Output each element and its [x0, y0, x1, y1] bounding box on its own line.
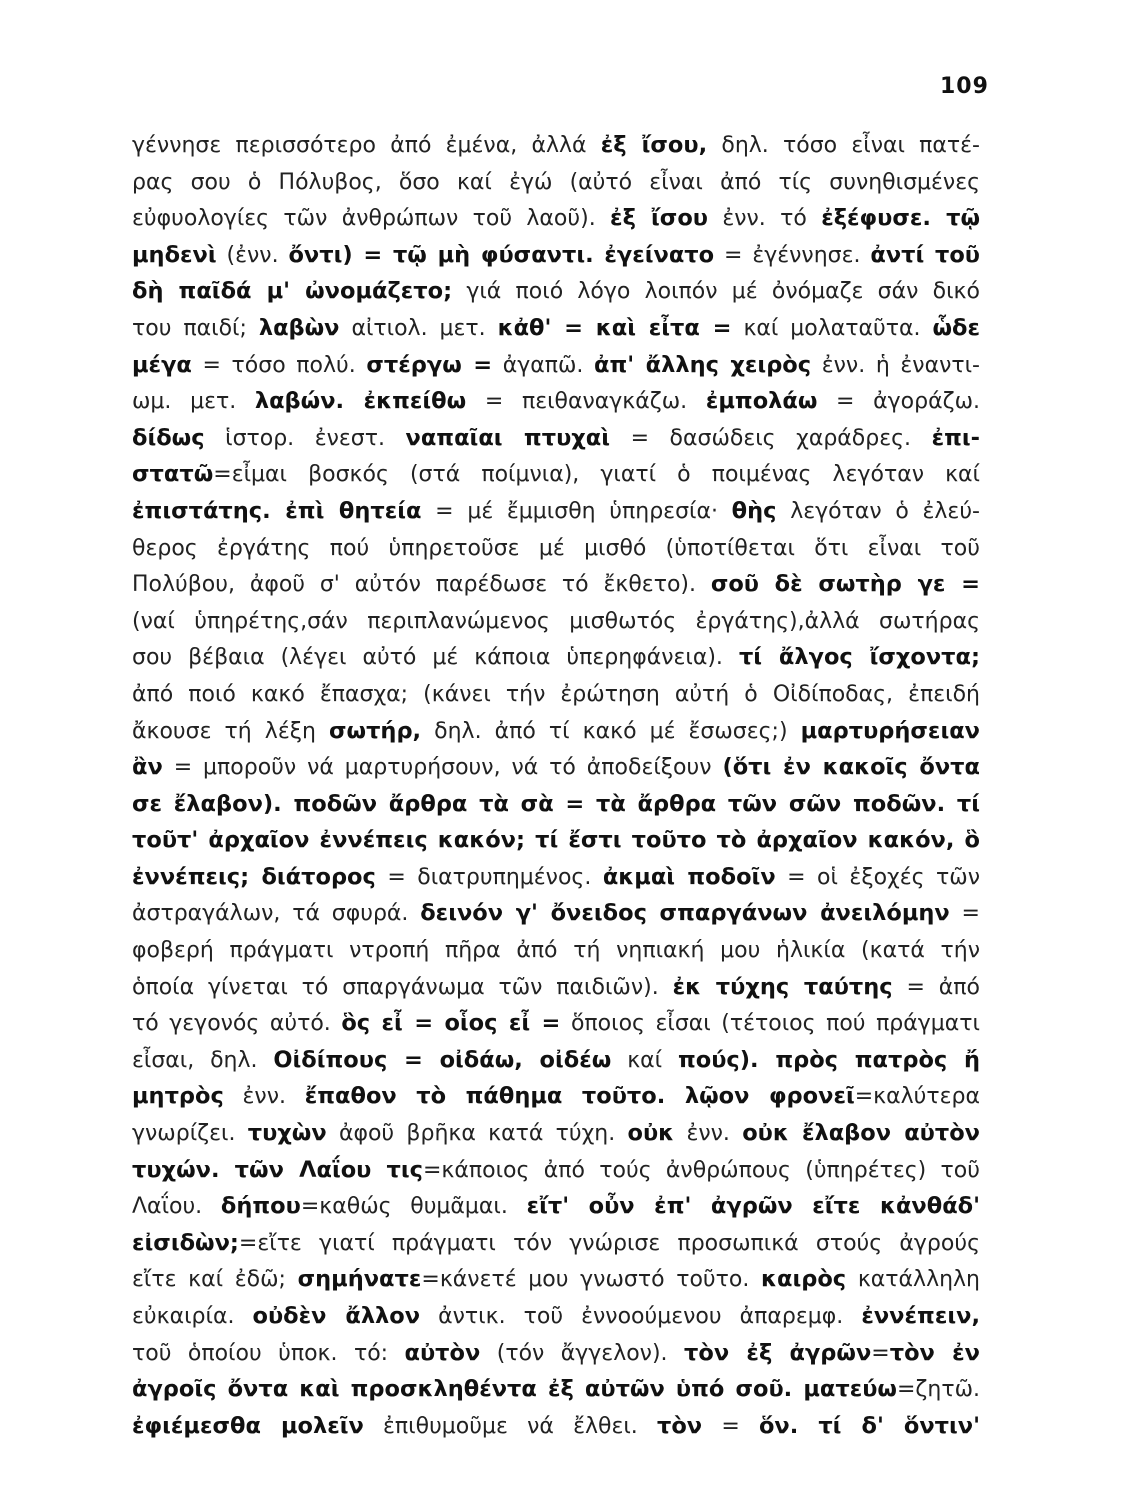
lemma-term: καιρὸς: [761, 1266, 847, 1293]
lemma-term: ἀγροῖς ὄντα καὶ προσκληθέντα ἐξ αὐτῶν ὑπό σοῦ. ματεύω: [132, 1376, 897, 1403]
gloss-text: =καλύτερα: [854, 1084, 980, 1110]
text-line: [132, 1187, 980, 1224]
text-line: [132, 748, 980, 785]
lemma-term: ἐπιστάτης. ἐπὶ θητεία: [132, 497, 422, 524]
lemma-term: στέργω =: [366, 351, 493, 378]
lemma-term: κἀθ' = καὶ εἶτα =: [497, 314, 732, 341]
gloss-text: = ἐγέννησε.: [714, 242, 871, 268]
gloss-text: = δασώδεις χαράδρες.: [610, 425, 932, 451]
lemma-term: ἐξ ἴσου: [610, 205, 708, 232]
gloss-text: φοβερή πράγματι ντροπή πῆρα ἀπό τή νηπιακή μου ἡλικία (κατά τήν: [132, 938, 980, 964]
lemma-term: τυχὼν: [247, 1120, 327, 1147]
gloss-text: εἶσαι, δηλ.: [132, 1047, 274, 1073]
text-line: [132, 1260, 980, 1297]
gloss-text: εὐφυολογίες τῶν ἀνθρώπων τοῦ λαοῦ).: [132, 206, 611, 232]
text-line: [132, 1041, 980, 1078]
gloss-text: σου βέβαια (λέγει αὐτό μέ κάποια ὑπερηφάνεια).: [132, 645, 739, 671]
gloss-text: ὁποία γίνεται τό σπαργάνωμα τῶν παιδιῶν).: [132, 974, 673, 1000]
text-line: [132, 638, 980, 675]
lemma-term: (ὅτι ἐν κακοῖς ὄντα: [722, 754, 980, 781]
lemma-term: εἴτ' οὖν ἐπ' ἀγρῶν εἴτε κἀνθάδ': [526, 1193, 980, 1220]
gloss-text: θερος ἐργάτης πού ὑπηρετοῦσε μέ μισθό (ὑποτίθεται ὅτι εἶναι τοῦ: [132, 535, 980, 561]
text-line: [132, 675, 980, 712]
gloss-text: Λαΐου.: [132, 1194, 221, 1220]
text-line: [132, 529, 980, 566]
lemma-term: ὅν. τί δ' ὅντιν': [758, 1412, 980, 1439]
lemma-term: στατῶ: [132, 461, 214, 488]
gloss-text: του παιδί;: [132, 315, 259, 341]
lemma-term: δίδως: [132, 424, 205, 451]
text-line: [132, 931, 980, 968]
text-line: [132, 565, 980, 602]
gloss-text: ἱστορ. ἐνεστ.: [204, 425, 406, 451]
lemma-term: ἐξέφυσε. τῷ: [821, 205, 980, 232]
gloss-text: ἐπιθυμοῦμε νά ἔλθει.: [363, 1413, 657, 1439]
gloss-text: εὐκαιρία.: [132, 1304, 253, 1329]
gloss-text: ἐνν. ἡ ἐναντι-: [811, 352, 980, 378]
text-line: [132, 1077, 980, 1114]
gloss-text: γνωρίζει.: [132, 1121, 248, 1147]
gloss-text: Πολύβου, ἀφοῦ σ' αὐτόν παρέδωσε τό ἔκθετο).: [132, 572, 711, 598]
text-line: [132, 1224, 980, 1261]
gloss-text: καί μολαταῦτα.: [731, 315, 933, 341]
commentary-text: [132, 126, 980, 1443]
lemma-term: ἂν: [132, 754, 163, 781]
lemma-term: σωτήρ,: [328, 717, 422, 744]
text-line: [132, 968, 980, 1005]
lemma-term: ἐφιέμεσθα μολεῖν: [132, 1412, 364, 1439]
lemma-term: ὃς εἶ = οἷος εἶ =: [341, 1010, 561, 1037]
text-line: [132, 712, 980, 749]
gloss-text: λεγόταν ὁ ἐλεύ-: [776, 498, 980, 524]
text-line: [132, 419, 980, 456]
gloss-text: γέννησε περισσότερο ἀπό ἐμένα, ἀλλά: [132, 133, 601, 158]
text-line: [132, 163, 980, 200]
text-line: [132, 821, 980, 858]
gloss-text: = ἀγοράζω.: [817, 389, 980, 415]
lemma-term: αὐτὸν: [404, 1339, 481, 1366]
text-line: [132, 602, 980, 639]
text-line: [132, 1114, 980, 1151]
lemma-term: τί ἄλγος ἴσχοντα;: [738, 644, 980, 671]
lemma-term: ἐννέπεις; διάτορος: [132, 863, 376, 890]
gloss-text: ἀφοῦ βρῆκα κατά τύχη.: [326, 1121, 628, 1147]
gloss-text: τό γεγονός αὐτό.: [132, 1011, 342, 1037]
gloss-text: ἀγαπῶ.: [492, 352, 595, 378]
lemma-term: σε ἔλαβον). ποδῶν ἄρθρα τὰ σὰ = τὰ ἄρθρα τῶν σῶν ποδῶν. τί: [132, 790, 980, 817]
gloss-text: (ναί ὑπηρέτης,σάν περιπλανώμενος μισθωτός ἐργάτης),ἀλλά σωτήρας: [132, 608, 980, 634]
lemma-term: δὴ παῖδά μ' ὠνομάζετο;: [132, 278, 453, 305]
lemma-term: δήπου: [220, 1193, 301, 1220]
gloss-text: κατάλληλη: [846, 1267, 980, 1293]
lemma-term: τὸν ἐξ ἀγρῶν: [684, 1339, 872, 1366]
text-line: [132, 382, 980, 419]
lemma-term: εἰσιδὼν;: [132, 1229, 239, 1256]
lemma-term: θὴς: [731, 497, 777, 524]
gloss-text: γιά ποιό λόγο λοιπόν μέ ὀνόμαζε σάν δικό: [452, 279, 980, 305]
gloss-text: = μποροῦν νά μαρτυρήσουν, νά τό ἀποδείξουν: [162, 755, 723, 781]
text-line: [132, 1151, 980, 1188]
gloss-text: ἐνν.: [674, 1121, 743, 1147]
gloss-text: = οἱ ἐξοχές τῶν: [775, 864, 980, 890]
text-line: [132, 455, 980, 492]
lemma-term: οὐδὲν ἄλλον: [252, 1303, 421, 1329]
lemma-term: πούς). πρὸς πατρὸς ἤ: [677, 1046, 980, 1073]
gloss-text: = τόσο πολύ.: [191, 352, 367, 378]
text-line: [132, 1004, 980, 1041]
lemma-term: σημήνατε: [297, 1266, 422, 1293]
lemma-term: Οἰδίπους = οἰδάω, οἰδέω: [273, 1046, 612, 1073]
lemma-term: οὐκ: [627, 1120, 675, 1147]
gloss-text: =εἶμαι βοσκός (στά ποίμνια), γιατί ὁ ποιμένας λεγόταν καί: [213, 462, 980, 488]
gloss-text: =εἴτε γιατί πράγματι τόν γνώρισε προσωπικά στούς ἀγρούς: [238, 1230, 980, 1256]
lemma-term: τὸν: [656, 1412, 703, 1439]
gloss-text: εἴτε καί ἐδῶ;: [132, 1267, 298, 1293]
gloss-text: = ἀπό: [892, 974, 980, 1000]
gloss-text: =: [871, 1340, 890, 1366]
gloss-text: καί: [611, 1047, 678, 1073]
text-line: [132, 1334, 980, 1371]
gloss-text: ρας σου ὁ Πόλυβος, ὅσο καί ἐγώ (αὐτό εἶναι ἀπό τίς συνηθισμένες: [132, 169, 980, 195]
gloss-text: =κάποιος ἀπό τούς ἀνθρώπους (ὑπηρέτες) τοῦ: [422, 1157, 980, 1183]
lemma-term: λαβών. ἐκπείθω: [254, 388, 467, 415]
lemma-term: ἐννέπειν,: [861, 1303, 980, 1329]
text-line: [132, 272, 980, 309]
text-line: [132, 858, 980, 895]
gloss-text: ωμ. μετ.: [132, 389, 255, 415]
gloss-text: αἰτιολ. μετ.: [339, 315, 498, 341]
gloss-text: (ἐνν.: [216, 242, 289, 268]
lemma-term: τυχών. τῶν Λαΐου τις: [132, 1156, 423, 1183]
lemma-term: ναπαῖαι πτυχαὶ: [405, 424, 611, 451]
lemma-term: ἐκ τύχης ταύτης: [672, 973, 893, 1000]
text-line: [132, 894, 980, 931]
lemma-term: μηδενὶ: [132, 241, 217, 268]
text-line: [132, 346, 980, 383]
lemma-term: σοῦ δὲ σωτὴρ γε =: [710, 571, 980, 598]
page-number: 109: [940, 74, 989, 99]
lemma-term: ἔπαθον τὸ πάθημα τοῦτο. λῷον φρονεῖ: [304, 1083, 855, 1110]
text-line: [132, 785, 980, 822]
gloss-text: =καθώς θυμᾶμαι.: [300, 1194, 527, 1220]
lemma-term: μαρτυρήσειαν: [800, 717, 980, 744]
gloss-text: (τόν ἄγγελον).: [480, 1340, 684, 1366]
lemma-term: ὄντι) = τῷ μὴ φύσαντι. ἐγείνατο: [288, 241, 715, 268]
gloss-text: τοῦ ὁποίου ὑποκ. τό:: [132, 1340, 405, 1366]
gloss-text: = διατρυπημένος.: [375, 864, 603, 890]
lemma-term: ὧδε: [932, 314, 980, 341]
text-line: [132, 126, 980, 163]
lemma-term: ἐμπολάω: [705, 388, 818, 415]
gloss-text: ἀστραγάλων, τά σφυρά.: [132, 901, 421, 927]
gloss-text: =: [949, 901, 980, 927]
text-line: [132, 1407, 980, 1444]
lemma-term: τὸν ἐν: [889, 1339, 980, 1366]
gloss-text: ἐνν. τό: [708, 206, 822, 232]
lemma-term: ἀντί τοῦ: [870, 241, 980, 268]
gloss-text: ἄκουσε τή λέξη: [132, 718, 329, 744]
gloss-text: ἀντικ. τοῦ ἐννοούμενου ἀπαρεμφ.: [420, 1304, 862, 1329]
lemma-term: δεινόν γ' ὄνειδος σπαργάνων ἀνειλόμην: [420, 900, 950, 927]
lemma-term: ἐξ ἴσου,: [600, 132, 708, 158]
gloss-text: δηλ. ἀπό τί κακό μέ ἔσωσες;): [421, 718, 801, 744]
lemma-term: λαβὼν: [258, 314, 340, 341]
lemma-term: μητρὸς: [132, 1083, 224, 1110]
text-line: [132, 199, 980, 236]
gloss-text: ἐνν.: [223, 1084, 305, 1110]
gloss-text: = πειθαναγκάζω.: [466, 389, 706, 415]
lemma-term: ἀπ' ἄλλης χειρὸς: [594, 351, 812, 378]
gloss-text: ἀπό ποιό κακό ἔπασχα; (κάνει τήν ἐρώτηση αὐτή ὁ Οἰδίποδας, ἐπειδή: [132, 681, 980, 707]
gloss-text: =: [702, 1413, 759, 1439]
lemma-term: ἀκμαὶ ποδοῖν: [602, 863, 776, 890]
text-line: [132, 236, 980, 273]
lemma-term: μέγα: [132, 351, 192, 378]
text-line: [132, 1370, 980, 1407]
gloss-text: =κάνετέ μου γνωστό τοῦτο.: [421, 1267, 762, 1293]
lemma-term: τοῦτ' ἀρχαῖον ἐννέπεις κακόν; τί ἔστι τοῦτο τὸ ἀρχαῖον κακόν, ὃ: [132, 827, 980, 854]
lemma-term: ἐπι-: [931, 424, 980, 451]
gloss-text: δηλ. τόσο εἶναι πατέ-: [707, 133, 980, 158]
lemma-term: οὐκ ἔλαβον αὐτὸν: [742, 1120, 980, 1147]
gloss-text: = μέ ἔμμισθη ὑπηρεσία·: [421, 498, 732, 524]
text-line: [132, 1297, 980, 1334]
text-line: [132, 309, 980, 346]
text-line: [132, 492, 980, 529]
gloss-text: =ζητῶ.: [896, 1377, 980, 1403]
gloss-text: ὅποιος εἶσαι (τέτοιος πού πράγματι: [560, 1011, 980, 1037]
